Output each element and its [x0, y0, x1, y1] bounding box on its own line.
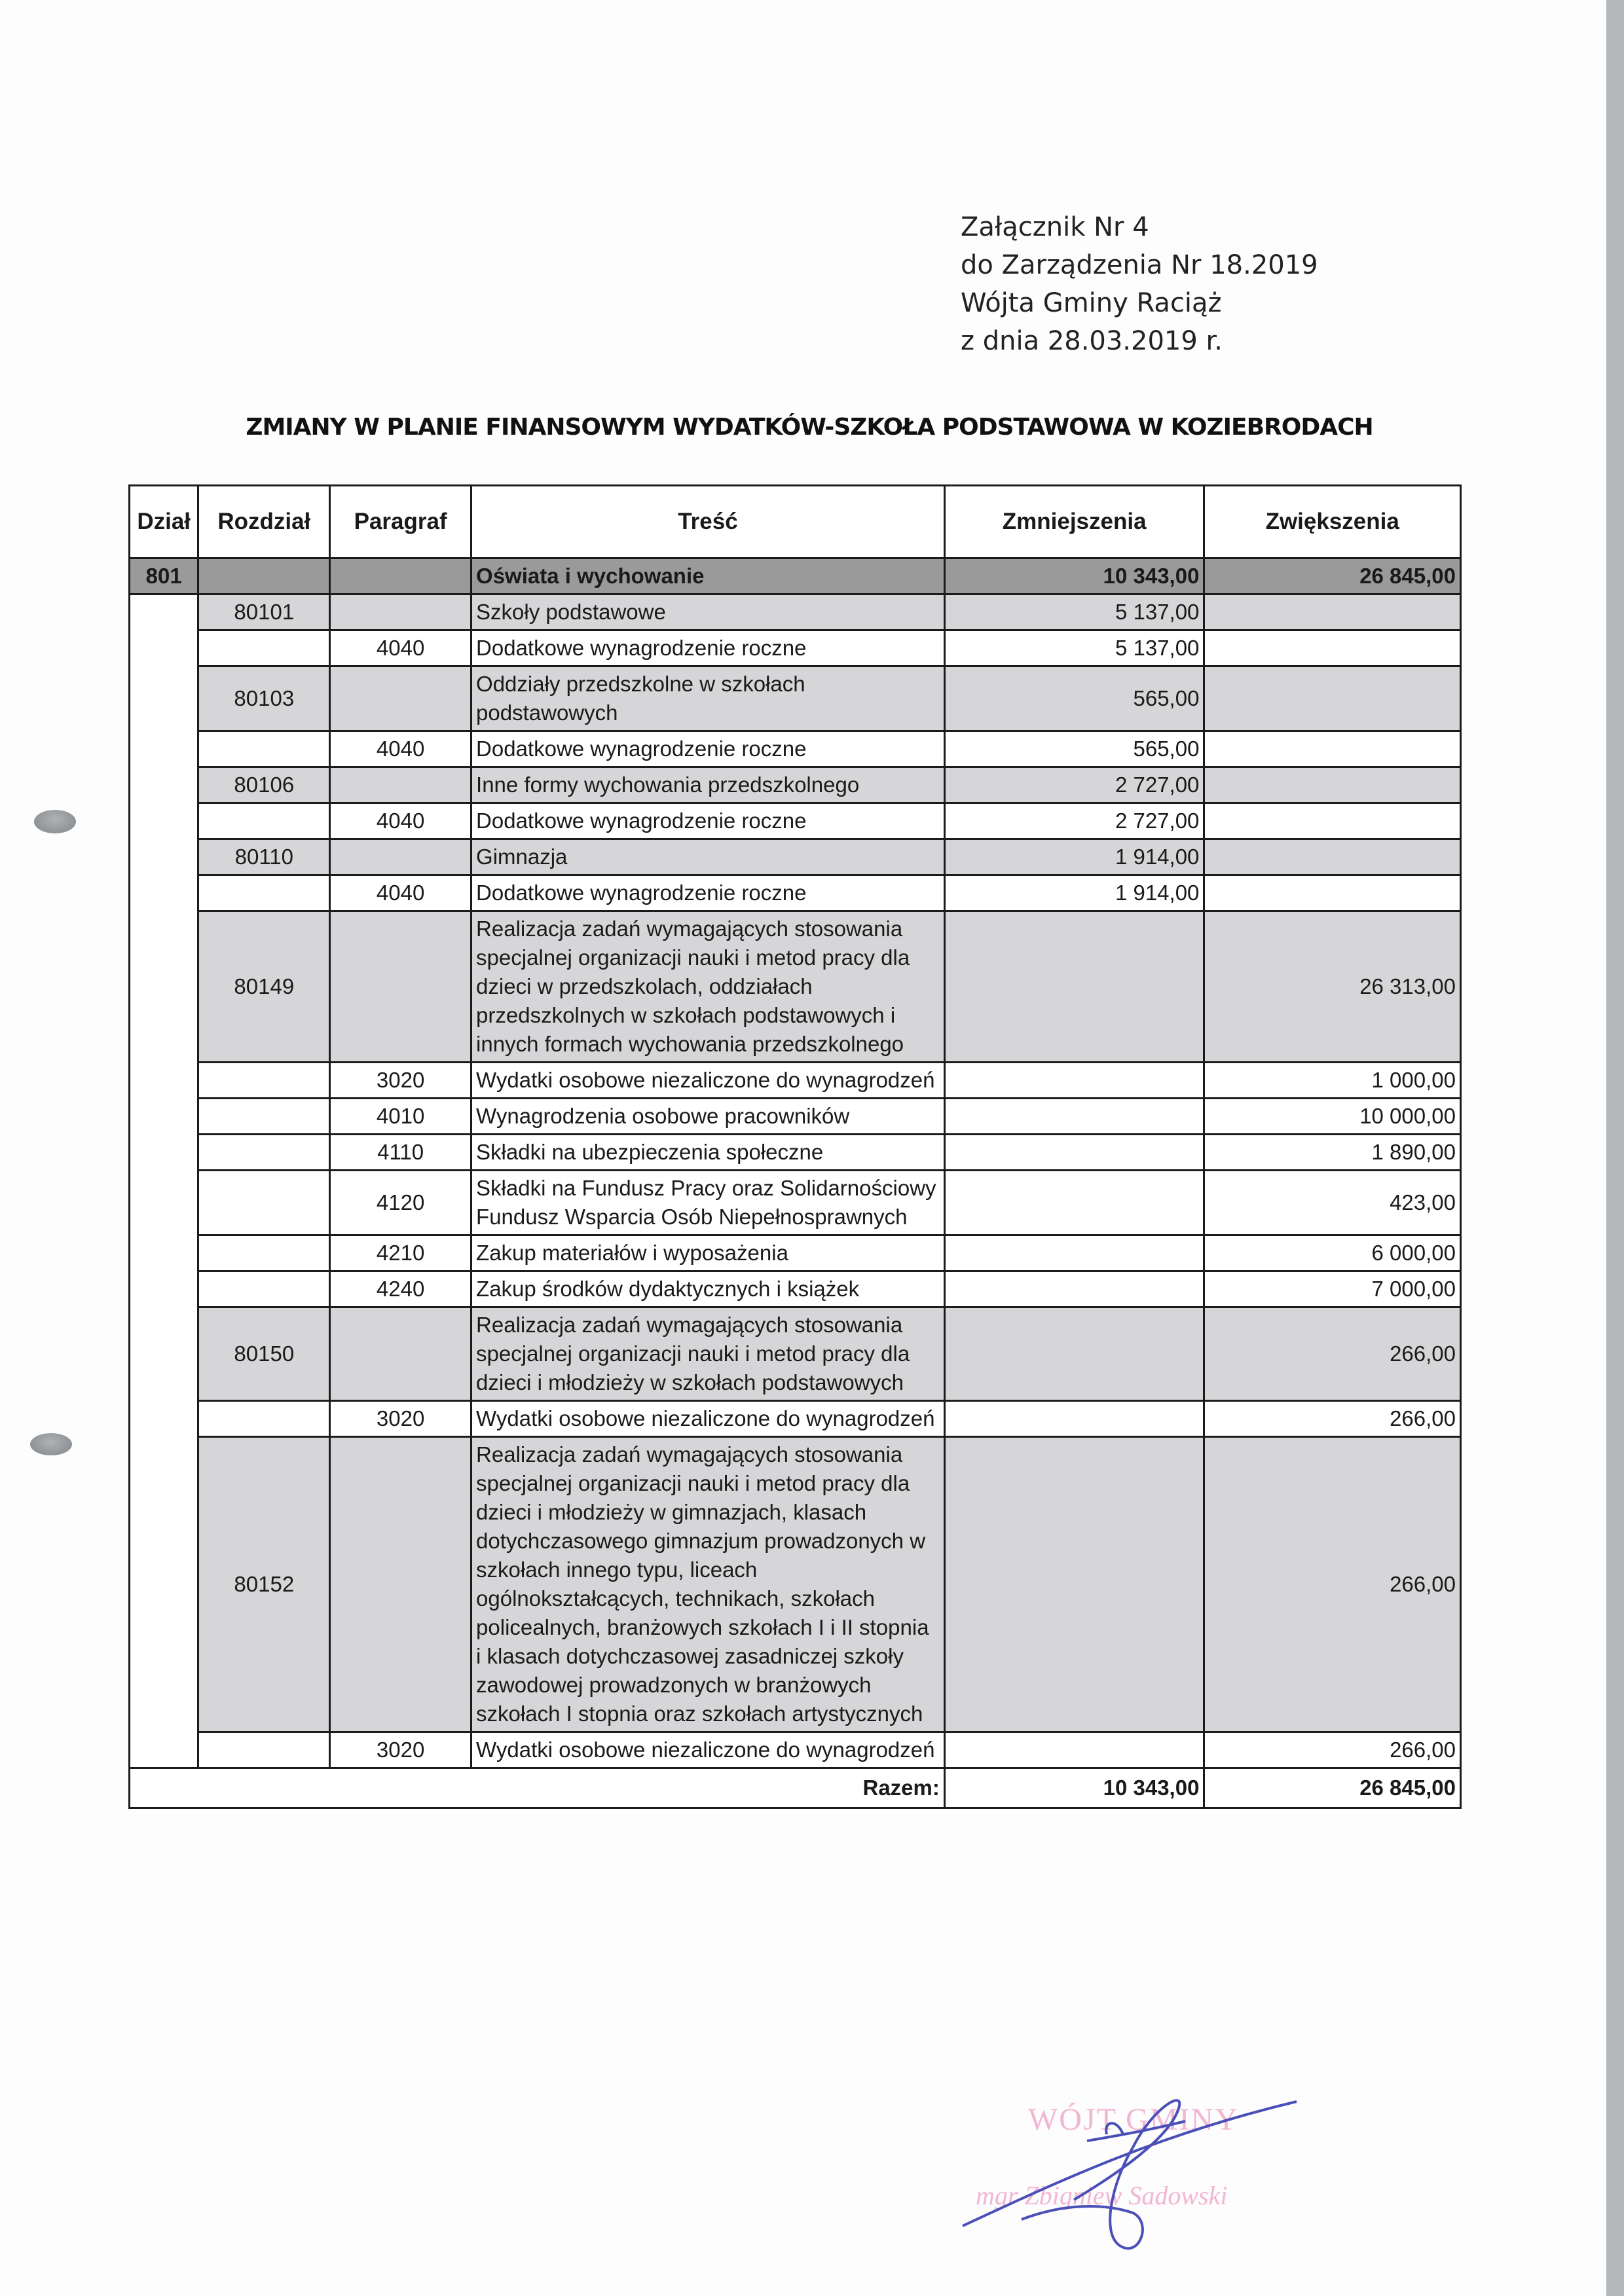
- zmniejszenia-cell: [944, 1437, 1204, 1732]
- tresc-cell: Realizacja zadań wymagających stosowania specjalnej organizacji nauki i metod pracy dla dzieci w przedszkolach, oddziałach przedszkolnych w szkołach podstawowych i innych formach wychowania przedszkolnego: [471, 911, 945, 1063]
- zwiekszenia-cell: 10 000,00: [1204, 1099, 1461, 1135]
- zwiekszenia-cell: 6 000,00: [1204, 1235, 1461, 1271]
- zwiekszenia-cell: 7 000,00: [1204, 1271, 1461, 1307]
- tresc-cell: Realizacja zadań wymagających stosowania specjalnej organizacji nauki i metod pracy dla dzieci i młodzieży w gimnazjach, klasach dotychczasowego gimnazjum prowadzonych w szkołach innego typu, liceach ogólnokształcących, technikach, szkołach policealnych, branżowych szkołach I i II stopnia i klasach dotychczasowej zasadniczej szkoły zawodowej prowadzonych w branżowych szkołach I stopnia oraz szkołach artystycznych: [471, 1437, 945, 1732]
- zmniejszenia-cell: [944, 1307, 1204, 1401]
- zmniejszenia-cell: 2 727,00: [944, 803, 1204, 839]
- paragraf-row: [130, 1235, 1461, 1271]
- rozdzial-cell: [198, 1271, 330, 1307]
- zmniejszenia-cell: [944, 1401, 1204, 1437]
- paragraf-cell: [330, 911, 471, 1063]
- rozdzial-row: [130, 767, 1461, 803]
- dzial-spacer-cell: [130, 594, 198, 1768]
- zwiekszenia-cell: 266,00: [1204, 1732, 1461, 1768]
- zwiekszenia-cell: [1204, 767, 1461, 803]
- punch-hole-bottom: [30, 1433, 72, 1455]
- tresc-cell: Składki na Fundusz Pracy oraz Solidarnościowy Fundusz Wsparcia Osób Niepełnosprawnych: [471, 1171, 945, 1235]
- column-header-zmniejszenia: Zmniejszenia: [944, 486, 1204, 558]
- rozdzial-row: [130, 594, 1461, 630]
- rozdzial-row: [130, 839, 1461, 875]
- paragraf-row: [130, 1135, 1461, 1171]
- zwiekszenia-cell: [1204, 803, 1461, 839]
- punch-hole-top: [34, 810, 76, 833]
- tresc-cell: Dodatkowe wynagrodzenie roczne: [471, 630, 945, 666]
- rozdzial-cell: 80110: [198, 839, 330, 875]
- rozdzial-cell: [198, 1135, 330, 1171]
- tresc-cell: Szkoły podstawowe: [471, 594, 945, 630]
- zwiekszenia-cell: 1 890,00: [1204, 1135, 1461, 1171]
- total-zmniejszenia: 10 343,00: [944, 1768, 1204, 1808]
- paragraf-row: [130, 803, 1461, 839]
- tresc-cell: Wydatki osobowe niezaliczone do wynagrodzeń: [471, 1732, 945, 1768]
- zmniejszenia-cell: 5 137,00: [944, 630, 1204, 666]
- zwiekszenia-cell: [1204, 630, 1461, 666]
- table-header-row: [130, 486, 1461, 558]
- paragraf-row: [130, 731, 1461, 767]
- zmniejszenia-cell: [944, 1063, 1204, 1099]
- empty-cell: [330, 558, 471, 594]
- rozdzial-row: [130, 1437, 1461, 1732]
- paragraf-cell: 4040: [330, 803, 471, 839]
- stamp-name: mgr Zbigniew Sadowski: [976, 2181, 1228, 2210]
- paragraf-cell: 3020: [330, 1732, 471, 1768]
- zmniejszenia-cell: 1 914,00: [944, 875, 1204, 911]
- total-zwiekszenia: 26 845,00: [1204, 1768, 1461, 1808]
- tresc-cell: Gimnazja: [471, 839, 945, 875]
- paragraf-cell: 4040: [330, 731, 471, 767]
- paragraf-cell: [330, 839, 471, 875]
- rozdzial-cell: 80149: [198, 911, 330, 1063]
- tresc-cell: Realizacja zadań wymagających stosowania specjalnej organizacji nauki i metod pracy dla dzieci i młodzieży w szkołach podstawowych: [471, 1307, 945, 1401]
- paragraf-cell: [330, 666, 471, 731]
- rozdzial-cell: [198, 1401, 330, 1437]
- paragraf-cell: [330, 1437, 471, 1732]
- total-row: [130, 1768, 1461, 1808]
- zmniejszenia-cell: [944, 1099, 1204, 1135]
- zwiekszenia-cell: 423,00: [1204, 1171, 1461, 1235]
- attachment-line: z dnia 28.03.2019 r.: [961, 326, 1223, 356]
- column-header-dzial: Dział: [130, 486, 198, 558]
- paragraf-cell: [330, 594, 471, 630]
- tresc-cell: Dodatkowe wynagrodzenie roczne: [471, 875, 945, 911]
- paragraf-cell: [330, 767, 471, 803]
- rozdzial-cell: [198, 630, 330, 666]
- paragraf-cell: 4110: [330, 1135, 471, 1171]
- tresc-cell: Oświata i wychowanie: [471, 558, 945, 594]
- empty-cell: [198, 558, 330, 594]
- attachment-line: Załącznik Nr 4: [961, 212, 1149, 242]
- zwiekszenia-cell: 26 845,00: [1204, 558, 1461, 594]
- paragraf-row: [130, 1401, 1461, 1437]
- tresc-cell: Inne formy wychowania przedszkolnego: [471, 767, 945, 803]
- attachment-line: do Zarządzenia Nr 18.2019: [961, 250, 1318, 280]
- paragraf-cell: 4040: [330, 630, 471, 666]
- paragraf-cell: 4210: [330, 1235, 471, 1271]
- zmniejszenia-cell: [944, 911, 1204, 1063]
- zmniejszenia-cell: [944, 1271, 1204, 1307]
- rozdzial-cell: [198, 1732, 330, 1768]
- tresc-cell: Wynagrodzenia osobowe pracowników: [471, 1099, 945, 1135]
- rozdzial-row: [130, 1307, 1461, 1401]
- column-header-paragraf: Paragraf: [330, 486, 471, 558]
- zmniejszenia-cell: 565,00: [944, 731, 1204, 767]
- paragraf-cell: 4240: [330, 1271, 471, 1307]
- tresc-cell: Zakup środków dydaktycznych i książek: [471, 1271, 945, 1307]
- rozdzial-cell: 80103: [198, 666, 330, 731]
- rozdzial-row: [130, 666, 1461, 731]
- tresc-cell: Zakup materiałów i wyposażenia: [471, 1235, 945, 1271]
- column-header-tresc: Treść: [471, 486, 945, 558]
- column-header-rozdzial: Rozdział: [198, 486, 330, 558]
- paragraf-cell: 3020: [330, 1401, 471, 1437]
- zwiekszenia-cell: 1 000,00: [1204, 1063, 1461, 1099]
- paragraf-cell: 4010: [330, 1099, 471, 1135]
- zmniejszenia-cell: 10 343,00: [944, 558, 1204, 594]
- zmniejszenia-cell: 5 137,00: [944, 594, 1204, 630]
- paragraf-cell: 4120: [330, 1171, 471, 1235]
- zwiekszenia-cell: 266,00: [1204, 1307, 1461, 1401]
- financial-plan-table: [128, 484, 1462, 1809]
- zwiekszenia-cell: [1204, 731, 1461, 767]
- rozdzial-cell: 80150: [198, 1307, 330, 1401]
- paragraf-cell: 4040: [330, 875, 471, 911]
- rozdzial-cell: [198, 1235, 330, 1271]
- signature-icon: [943, 2082, 1310, 2278]
- attachment-note: [961, 208, 1318, 360]
- rozdzial-cell: [198, 875, 330, 911]
- scan-edge: [1606, 0, 1624, 2296]
- paragraf-row: [130, 875, 1461, 911]
- zwiekszenia-cell: [1204, 875, 1461, 911]
- rozdzial-cell: [198, 1171, 330, 1235]
- paragraf-row: [130, 1732, 1461, 1768]
- rozdzial-cell: 80106: [198, 767, 330, 803]
- zmniejszenia-cell: [944, 1732, 1204, 1768]
- zwiekszenia-cell: 266,00: [1204, 1401, 1461, 1437]
- tresc-cell: Składki na ubezpieczenia społeczne: [471, 1135, 945, 1171]
- paragraf-row: [130, 1063, 1461, 1099]
- paragraf-cell: 3020: [330, 1063, 471, 1099]
- paragraf-row: [130, 630, 1461, 666]
- dzial-cell: 801: [130, 558, 198, 594]
- zmniejszenia-cell: [944, 1171, 1204, 1235]
- stamp-title: WÓJT GMINY: [1028, 2102, 1239, 2137]
- zwiekszenia-cell: [1204, 666, 1461, 731]
- tresc-cell: Dodatkowe wynagrodzenie roczne: [471, 731, 945, 767]
- total-label: Razem:: [130, 1768, 945, 1808]
- document-title: ZMIANY W PLANIE FINANSOWYM WYDATKÓW-SZKOŁA PODSTAWOWA W KOZIEBRODACH: [246, 414, 1373, 441]
- section-row: [130, 558, 1461, 594]
- zwiekszenia-cell: 26 313,00: [1204, 911, 1461, 1063]
- zmniejszenia-cell: 1 914,00: [944, 839, 1204, 875]
- rozdzial-cell: 80152: [198, 1437, 330, 1732]
- attachment-line: Wójta Gminy Raciąż: [961, 288, 1222, 318]
- zmniejszenia-cell: 565,00: [944, 666, 1204, 731]
- zmniejszenia-cell: 2 727,00: [944, 767, 1204, 803]
- tresc-cell: Oddziały przedszkolne w szkołach podstawowych: [471, 666, 945, 731]
- tresc-cell: Dodatkowe wynagrodzenie roczne: [471, 803, 945, 839]
- zwiekszenia-cell: [1204, 839, 1461, 875]
- rozdzial-cell: 80101: [198, 594, 330, 630]
- rozdzial-cell: [198, 1099, 330, 1135]
- rozdzial-row: [130, 911, 1461, 1063]
- zmniejszenia-cell: [944, 1235, 1204, 1271]
- tresc-cell: Wydatki osobowe niezaliczone do wynagrodzeń: [471, 1063, 945, 1099]
- paragraf-row: [130, 1099, 1461, 1135]
- rozdzial-cell: [198, 1063, 330, 1099]
- zwiekszenia-cell: 266,00: [1204, 1437, 1461, 1732]
- paragraf-cell: [330, 1307, 471, 1401]
- paragraf-row: [130, 1171, 1461, 1235]
- zwiekszenia-cell: [1204, 594, 1461, 630]
- rozdzial-cell: [198, 731, 330, 767]
- tresc-cell: Wydatki osobowe niezaliczone do wynagrodzeń: [471, 1401, 945, 1437]
- rozdzial-cell: [198, 803, 330, 839]
- paragraf-row: [130, 1271, 1461, 1307]
- zmniejszenia-cell: [944, 1135, 1204, 1171]
- column-header-zwiekszenia: Zwiększenia: [1204, 486, 1461, 558]
